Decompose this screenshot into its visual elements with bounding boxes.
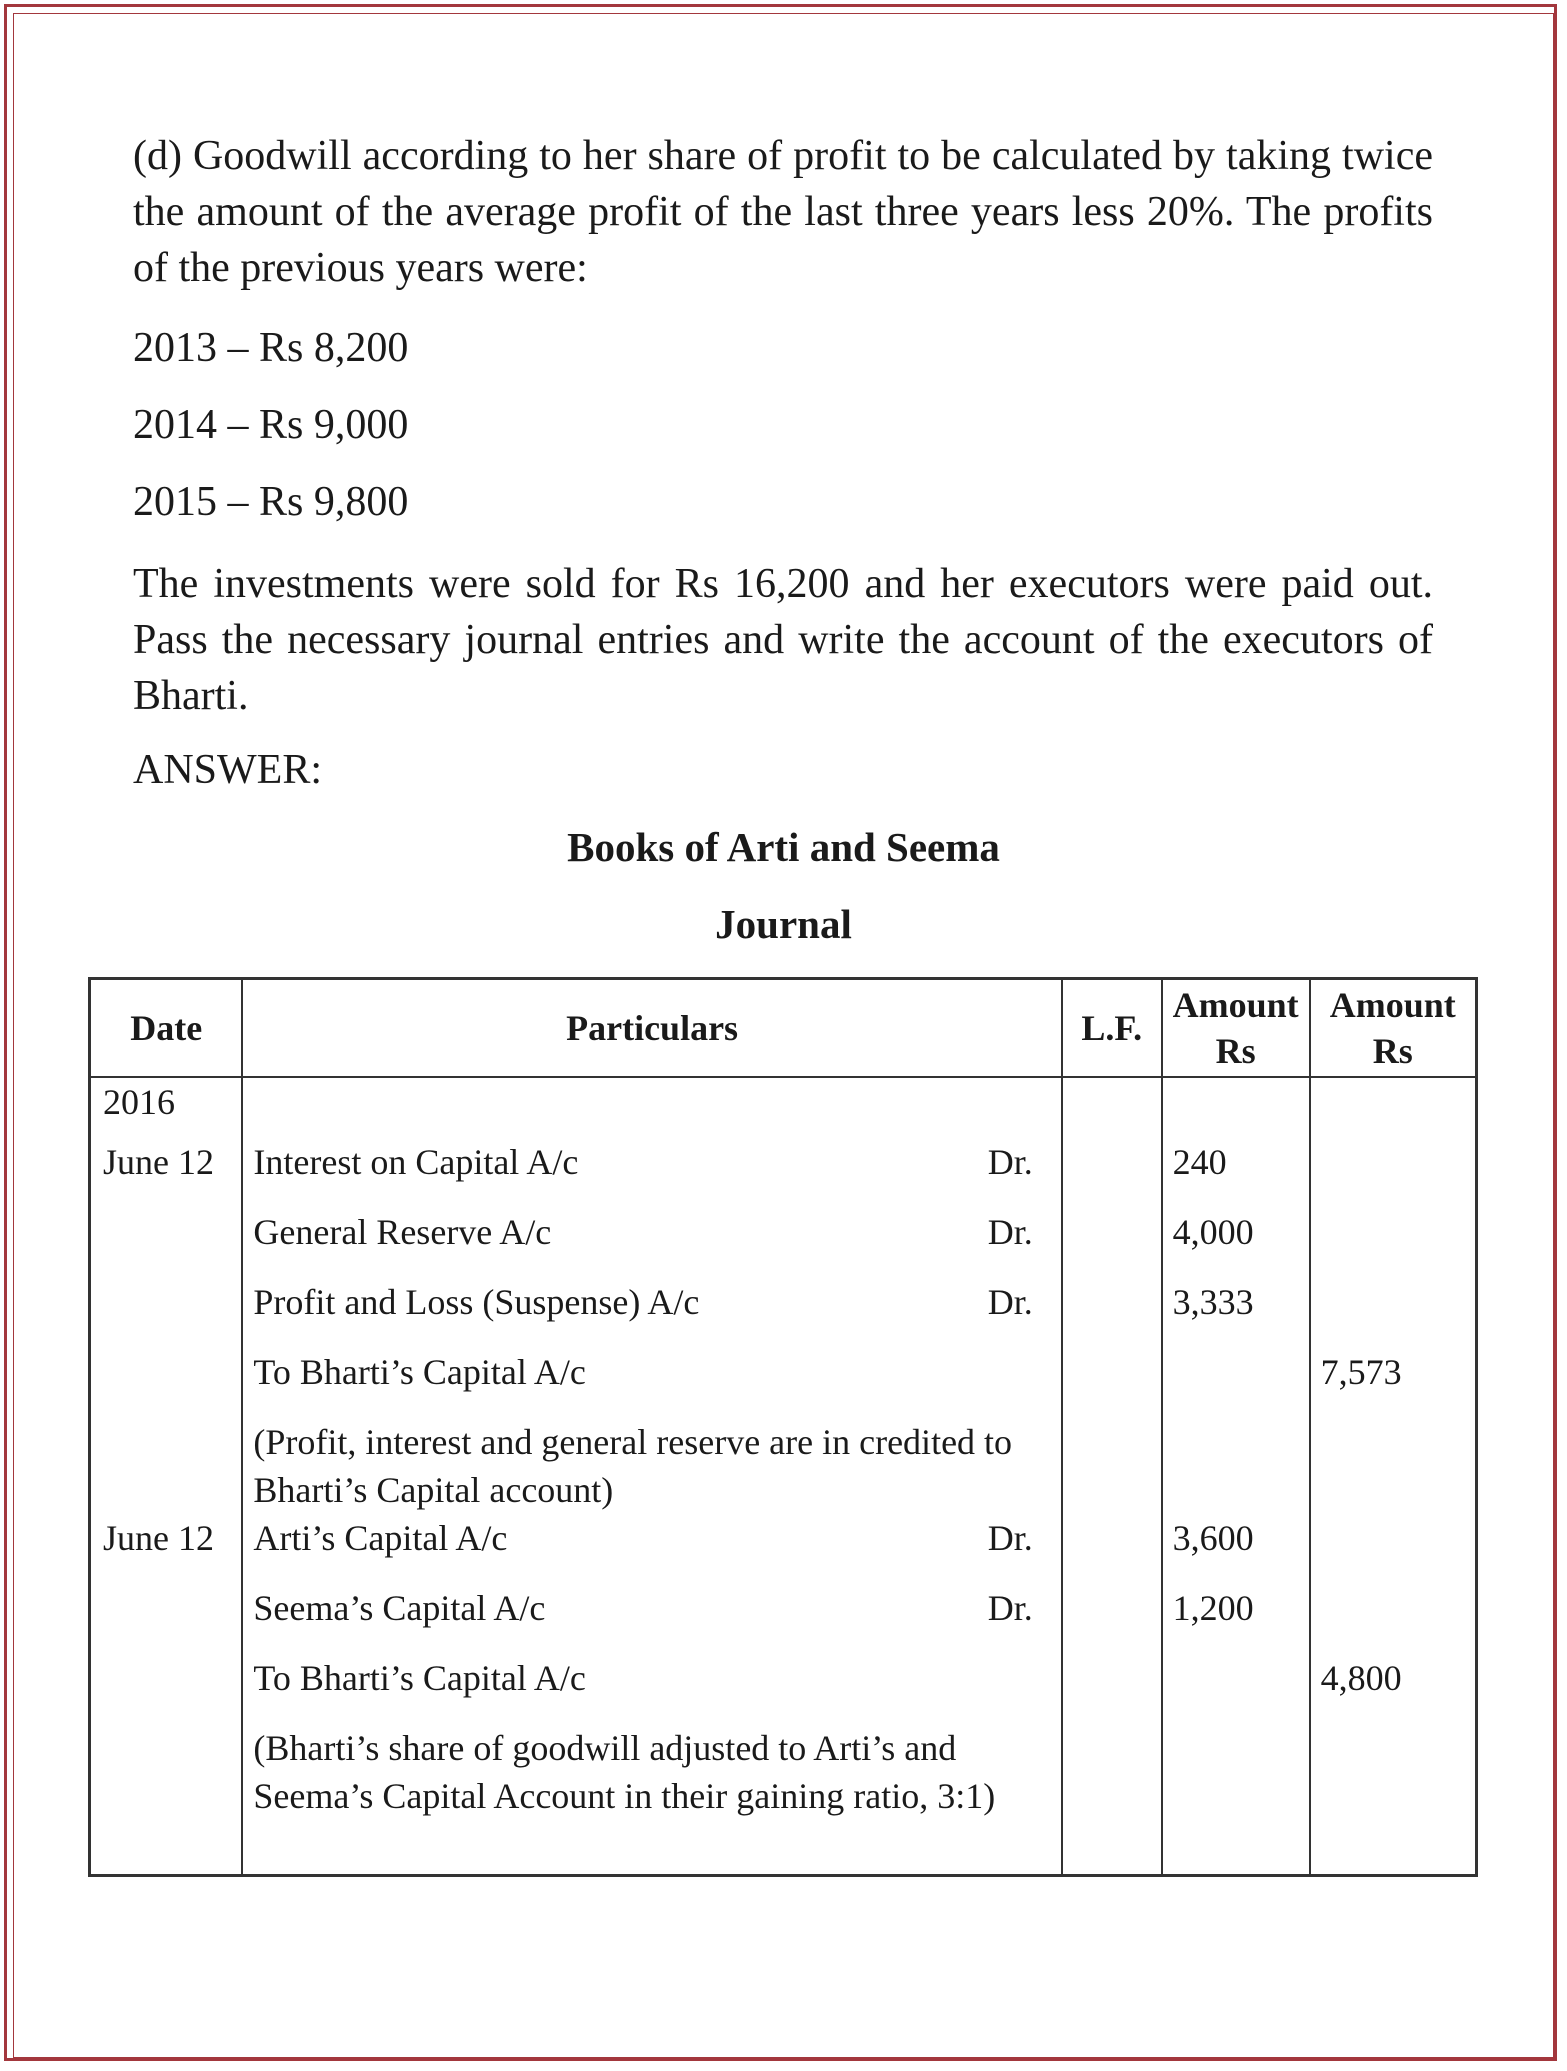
entry2-credit-account: To Bharti’s Capital A/c [242, 1654, 1061, 1724]
header-particulars: Particulars [242, 979, 1061, 1078]
instruction-text: The investments were sold for Rs 16,200 and her executors were paid out. Pass the necessary journal entries and write the account of the executors of Bharti. [133, 561, 1433, 719]
entry1-debit-amount: 3,333 [1162, 1278, 1310, 1348]
dr-marker: Dr. [987, 1212, 1033, 1252]
journal-table [88, 977, 1478, 1877]
entry1-debit-account: General Reserve A/c [253, 1212, 552, 1252]
header-date: Date [90, 979, 243, 1078]
year-cell: 2016 [90, 1077, 243, 1138]
table-row [90, 1138, 1477, 1208]
profit-2014: 2014 – Rs 9,000 [133, 402, 409, 448]
entry1-debit-account: Interest on Capital A/c [253, 1142, 579, 1182]
question-text [133, 128, 1433, 296]
entry1-date: June 12 [90, 1138, 243, 1208]
entry2-debit-account: Seema’s Capital A/c [253, 1588, 546, 1628]
entry2-credit-amount: 4,800 [1310, 1654, 1477, 1724]
entry1-narration: (Profit, interest and general reserve are in credited to Bharti’s Capital account) [242, 1418, 1061, 1514]
table-row [90, 1514, 1477, 1584]
books-heading: Books of Arti and Seema [567, 824, 1000, 870]
table-row [90, 1348, 1477, 1418]
dr-marker: Dr. [987, 1282, 1033, 1322]
profit-2013: 2013 – Rs 8,200 [133, 325, 409, 371]
journal-heading: Journal [715, 901, 852, 947]
entry2-narration: (Bharti’s share of goodwill adjusted to Arti’s and Seema’s Capital Account in their gaining ratio, 3:1) [242, 1724, 1061, 1876]
header-lf: L.F. [1062, 979, 1162, 1078]
dr-marker: Dr. [987, 1588, 1033, 1628]
dr-marker: Dr. [987, 1518, 1033, 1558]
header-amount-cr: Amount Rs [1310, 979, 1477, 1078]
table-row [90, 1077, 1477, 1138]
table-row [90, 1724, 1477, 1876]
entry1-debit-amount: 240 [1162, 1138, 1310, 1208]
entry1-credit-account: To Bharti’s Capital A/c [242, 1348, 1061, 1418]
entry1-debit-account: Profit and Loss (Suspense) A/c [253, 1282, 700, 1322]
dr-marker: Dr. [987, 1142, 1033, 1182]
table-row [90, 1418, 1477, 1514]
entry1-debit-amount: 4,000 [1162, 1208, 1310, 1278]
table-header-row [90, 979, 1477, 1078]
table-row [90, 1208, 1477, 1278]
profit-2015: 2015 – Rs 9,800 [133, 479, 409, 525]
table-row [90, 1278, 1477, 1348]
goodwill-clause: (d) Goodwill according to her share of profit to be calculated by taking twice the amount of the average profit of the last three years less 20%. The profits of the previous years were: [133, 133, 1433, 291]
entry2-debit-account: Arti’s Capital A/c [253, 1518, 508, 1558]
table-row [90, 1654, 1477, 1724]
answer-label: ANSWER: [133, 747, 322, 793]
table-row [90, 1584, 1477, 1654]
header-amount-dr: Amount Rs [1162, 979, 1310, 1078]
entry1-credit-amount: 7,573 [1310, 1348, 1477, 1418]
entry2-date: June 12 [90, 1514, 243, 1584]
entry2-debit-amount: 1,200 [1162, 1584, 1310, 1654]
entry2-debit-amount: 3,600 [1162, 1514, 1310, 1584]
